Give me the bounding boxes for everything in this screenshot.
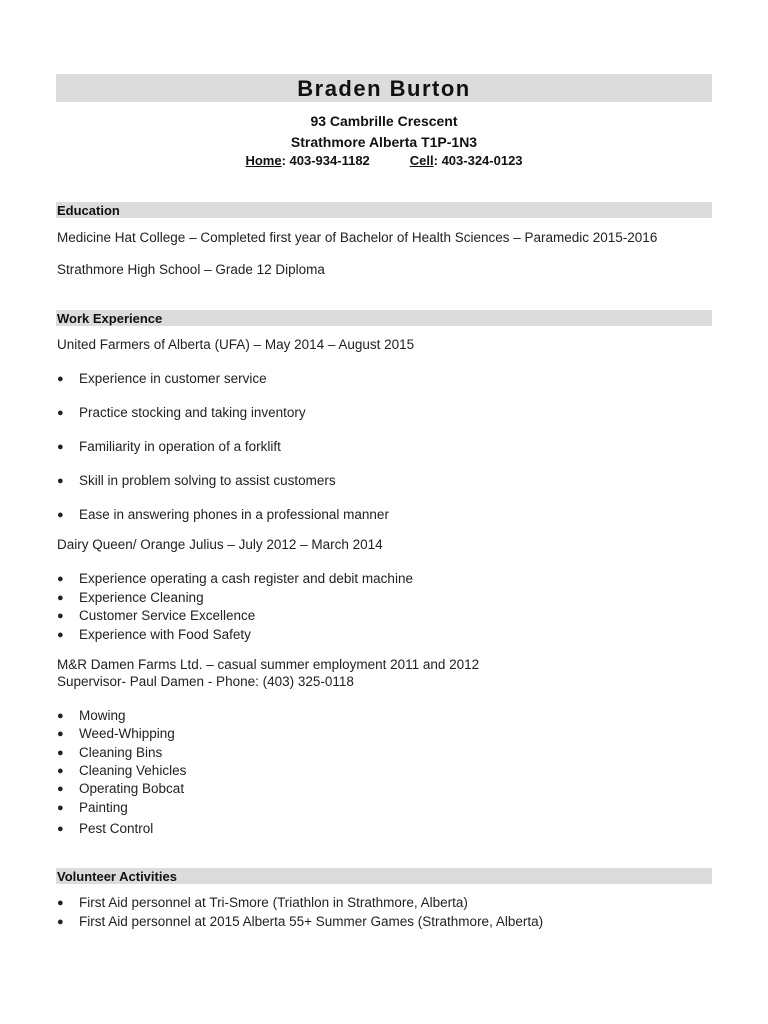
- bullet-icon: ●: [57, 592, 64, 604]
- education-item: Strathmore High School – Grade 12 Diploma: [57, 262, 325, 277]
- list-item: ● Cleaning Bins: [57, 745, 163, 760]
- job-heading: Dairy Queen/ Orange Julius – July 2012 – March 2014: [57, 537, 383, 552]
- bullet-icon: ●: [57, 610, 64, 622]
- bullet-icon: ●: [57, 710, 64, 722]
- bullet-icon: ●: [57, 373, 64, 385]
- section-heading-education: Education: [56, 202, 712, 218]
- bullet-icon: ●: [57, 509, 64, 521]
- bullet-icon: ●: [57, 765, 64, 777]
- list-item: ● Familiarity in operation of a forklift: [57, 439, 281, 454]
- bullet-icon: ●: [57, 897, 64, 909]
- list-item: ● Ease in answering phones in a professional manner: [57, 507, 389, 522]
- phone-line: [0, 153, 768, 168]
- bullet-icon: ●: [57, 783, 64, 795]
- bullet-icon: ●: [57, 728, 64, 740]
- cell-phone-label: Cell: [409, 153, 434, 168]
- home-phone-number: : 403-934-1182: [281, 153, 370, 168]
- list-item: ● Experience operating a cash register and debit machine: [57, 571, 413, 586]
- section-heading-volunteer: Volunteer Activities: [56, 868, 712, 884]
- resume-name: Braden Burton: [56, 74, 712, 102]
- job-heading: United Farmers of Alberta (UFA) – May 2014 – August 2015: [57, 337, 415, 352]
- list-item: ● Operating Bobcat: [57, 781, 185, 796]
- list-item: ● Experience in customer service: [57, 371, 267, 386]
- bullet-icon: ●: [57, 475, 64, 487]
- bullet-icon: ●: [57, 747, 64, 759]
- bullet-icon: ●: [57, 573, 64, 585]
- bullet-icon: ●: [57, 916, 64, 928]
- bullet-icon: ●: [57, 629, 64, 641]
- list-item: ● First Aid personnel at Tri-Smore (Triathlon in Strathmore, Alberta): [57, 895, 468, 910]
- job-subheading: Supervisor- Paul Damen - Phone: (403) 325-0118: [57, 674, 354, 689]
- job-heading: M&R Damen Farms Ltd. – casual summer employment 2011 and 2012: [57, 657, 480, 672]
- list-item: ● Mowing: [57, 708, 126, 723]
- list-item: ● Skill in problem solving to assist customers: [57, 473, 336, 488]
- list-item: ● Experience Cleaning: [57, 590, 204, 605]
- bullet-icon: ●: [57, 823, 64, 835]
- list-item: ● Painting: [57, 800, 128, 815]
- list-item: ● Weed-Whipping: [57, 726, 175, 741]
- list-item: ● Cleaning Vehicles: [57, 763, 187, 778]
- section-heading-work-experience: Work Experience: [56, 310, 712, 326]
- list-item: ● Pest Control: [57, 821, 154, 836]
- education-item: Medicine Hat College – Completed first year of Bachelor of Health Sciences – Paramedic 2015-2016: [57, 230, 658, 245]
- bullet-icon: ●: [57, 441, 64, 453]
- list-item: ● Practice stocking and taking inventory: [57, 405, 306, 420]
- list-item: ● Customer Service Excellence: [57, 608, 256, 623]
- bullet-icon: ●: [57, 407, 64, 419]
- list-item: ● Experience with Food Safety: [57, 627, 251, 642]
- bullet-icon: ●: [57, 802, 64, 814]
- address-city: Strathmore Alberta T1P-1N3: [290, 134, 478, 150]
- cell-phone-number: : 403-324-0123: [433, 153, 523, 168]
- home-phone-label: Home: [245, 153, 282, 168]
- address-street: 93 Cambrille Crescent: [310, 113, 458, 129]
- list-item: ● First Aid personnel at 2015 Alberta 55+ Summer Games (Strathmore, Alberta): [57, 914, 544, 929]
